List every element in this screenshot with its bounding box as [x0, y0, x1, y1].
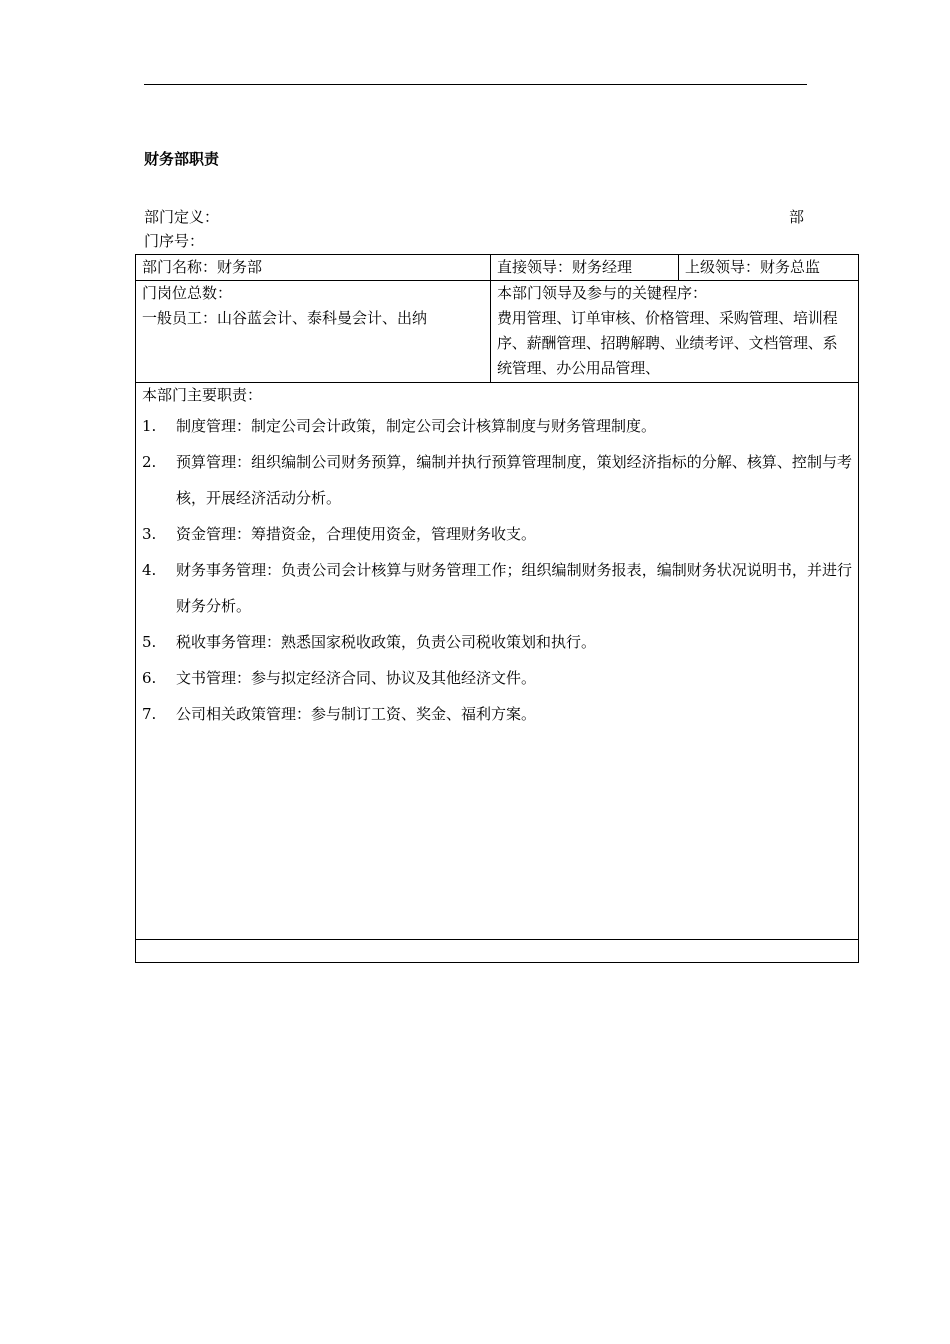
list-item: [142, 660, 852, 696]
duty-table: [135, 254, 859, 963]
table-row: [136, 383, 859, 940]
table-row: [136, 940, 859, 963]
general-staff: 一般员工：山谷蓝会计、泰科曼会计、出纳: [142, 309, 428, 327]
list-item: [142, 552, 852, 624]
duties-list: [142, 408, 852, 732]
duty-text: 税收事务管理：熟悉国家税收政策，负责公司税收策划和执行。: [176, 633, 597, 651]
dept-name-cell: 部门名称：财务部: [136, 255, 491, 281]
list-item: [142, 444, 852, 516]
duty-text: 公司相关政策管理：参与制订工资、奖金、福利方案。: [176, 705, 537, 723]
list-item: [142, 408, 852, 444]
duties-cell: [136, 383, 859, 940]
table-row: [136, 255, 859, 281]
list-item: [142, 696, 852, 732]
list-item: [142, 516, 852, 552]
header-rule: [144, 84, 807, 85]
key-procedures-label: 本部门领导及参与的关键程序：: [497, 284, 708, 302]
duty-number: 4.: [142, 561, 157, 579]
page-title: 财务部职责: [144, 150, 220, 168]
duty-text: 资金管理：筹措资金，合理使用资金，管理财务收支。: [176, 525, 537, 543]
positions-cell: [136, 281, 491, 383]
duty-number: 5.: [142, 633, 157, 651]
superior-leader-cell: 上级领导：财务总监: [679, 255, 859, 281]
duty-text: 文书管理：参与拟定经济合同、协议及其他经济文件。: [176, 669, 537, 687]
duty-number: 7.: [142, 705, 157, 723]
key-procedures-text: 费用管理、订单审核、价格管理、采购管理、培训程序、薪酬管理、招聘解聘、业绩考评、文档管理、系统管理、办公用品管理、: [497, 309, 838, 377]
dept-right-fragment: 部: [789, 208, 805, 226]
positions-label: 门岗位总数：: [142, 284, 233, 302]
duties-heading: 本部门主要职责：: [142, 386, 263, 404]
duty-number: 1.: [142, 417, 157, 435]
duty-text: 预算管理：组织编制公司财务预算，编制并执行预算管理制度，策划经济指标的分解、核算、控制与考核，开展经济活动分析。: [176, 453, 852, 507]
list-item: [142, 624, 852, 660]
duty-number: 6.: [142, 669, 157, 687]
duty-text: 财务事务管理：负责公司会计核算与财务管理工作；组织编制财务报表，编制财务状况说明书，并进行财务分析。: [176, 561, 852, 615]
empty-footer-cell: [136, 940, 859, 963]
duty-number: 3.: [142, 525, 157, 543]
duty-number: 2.: [142, 453, 157, 471]
dept-definition-label: 部门定义：: [144, 208, 220, 226]
dept-number-label: 门序号：: [144, 232, 205, 250]
direct-leader-cell: 直接领导：财务经理: [491, 255, 679, 281]
table-row: [136, 281, 859, 383]
key-procedures-cell: [491, 281, 859, 383]
duty-text: 制度管理：制定公司会计政策，制定公司会计核算制度与财务管理制度。: [176, 417, 657, 435]
